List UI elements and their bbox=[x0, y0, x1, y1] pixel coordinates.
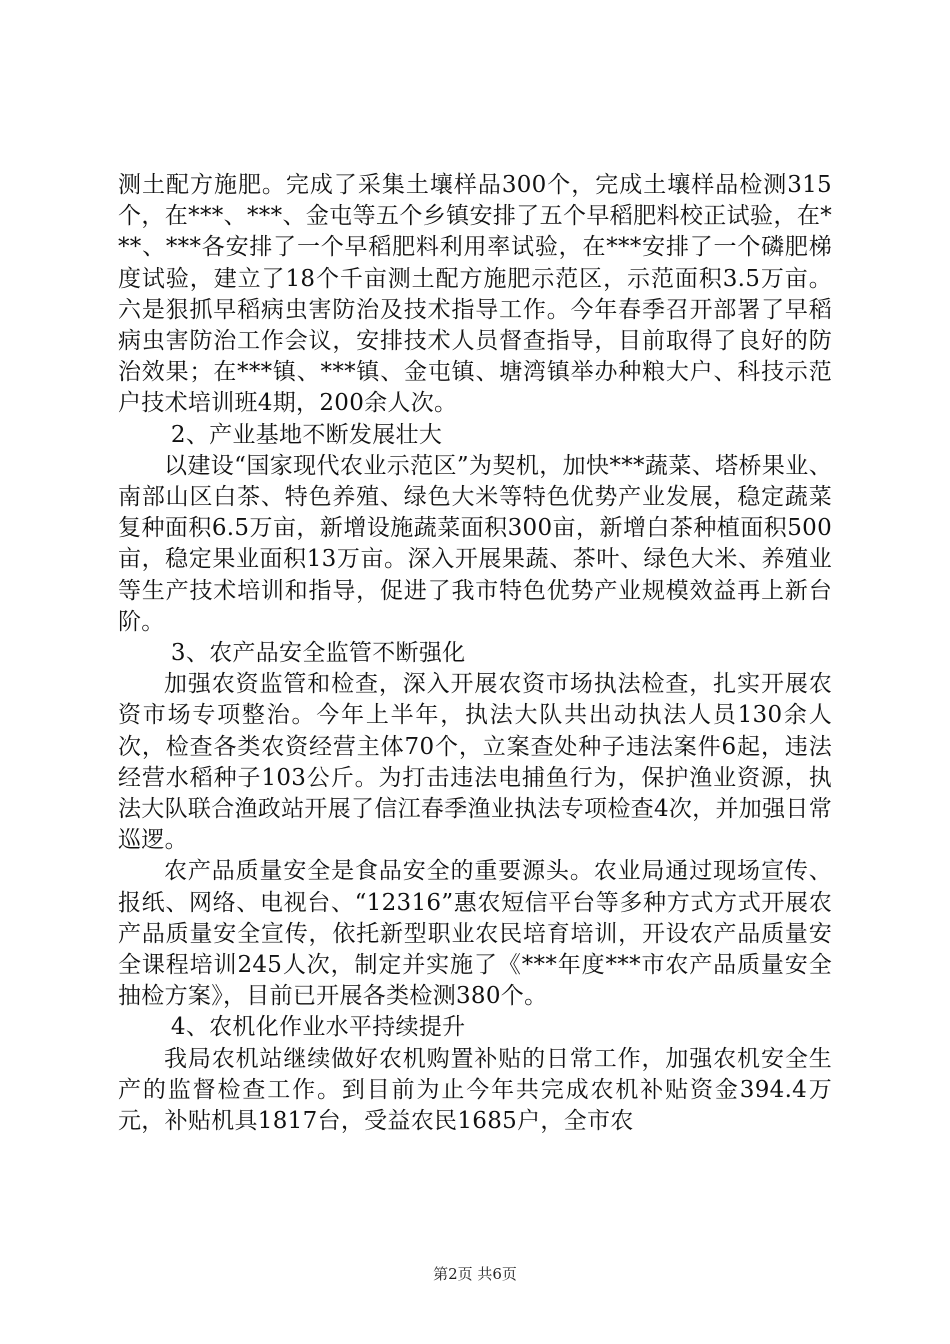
page-number-label: 第2页 共6页 bbox=[433, 1265, 517, 1283]
section-heading-mechanization: 4、农机化作业水平持续提升 bbox=[170, 1014, 466, 1041]
paragraph-industry-base: 以建设“国家现代农业示范区”为契机，加快***蔬菜、塔桥果业、南部山区白茶、特色养殖、绿色大米等特色优势产业发展，稳定蔬菜复种面积6.5万亩，新增设施蔬菜面积300亩，新增白茶种植面积500亩，稳定果业面积13万亩。深入开展果蔬、茶叶、绿色大米、养殖业等生产技术培训和指导，促进了我市特色优势产业规模效益再上新台阶。 bbox=[118, 452, 832, 635]
paragraph-mechanization: 我局农机站继续做好农机购置补贴的日常工作，加强农机安全生产的监督检查工作。到目前为止今年共完成农机补贴资金394.4万元，补贴机具1817台，受益农民1685户，全市农 bbox=[118, 1045, 832, 1135]
section-heading-product-safety: 3、农产品安全监管不断强化 bbox=[170, 640, 466, 667]
document-body bbox=[118, 170, 832, 1137]
section-heading-industry-base: 2、产业基地不断发展壮大 bbox=[170, 421, 443, 448]
paragraph-soil-testing: 测土配方施肥。完成了采集土壤样品300个，完成土壤样品检测315个，在***、***、金屯等五个乡镇安排了五个早稻肥料校正试验，在***、***各安排了一个早稻肥料利用率试验，在***安排了一个磷肥梯度试验，建立了18个千亩测土配方施肥示范区，示范面积3.5万亩。六是狠抓早稻病虫害防治及技术指导工作。今年春季召开部署了早稻病虫害防治工作会议，安排技术人员督查指导，目前取得了良好的防治效果；在***镇、***镇、金屯镇、塘湾镇举办种粮大户、科技示范户技术培训班4期，200余人次。 bbox=[118, 172, 832, 417]
paragraph-product-quality: 农产品质量安全是食品安全的重要源头。农业局通过现场宣传、报纸、网络、电视台、“12316”惠农短信平台等多种方式方式开展农产品质量安全宣传，依托新型职业农民培育培训，开设农产品质量安全课程培训245人次，制定并实施了《***年度***市农产品质量安全抽检方案》，目前已开展各类检测380个。 bbox=[118, 858, 832, 1010]
paragraph-agri-inputs-supervision: 加强农资监管和检查，深入开展农资市场执法检查，扎实开展农资市场专项整治。今年上半年，执法大队共出动执法人员130余人次，检查各类农资经营主体70个，立案查处种子违法案件6起，违法经营水稻种子103公斤。为打击违法电捕鱼行为，保护渔业资源，执法大队联合渔政站开展了信江春季渔业执法专项检查4次，并加强日常巡逻。 bbox=[118, 671, 832, 854]
page-footer bbox=[0, 1263, 950, 1284]
